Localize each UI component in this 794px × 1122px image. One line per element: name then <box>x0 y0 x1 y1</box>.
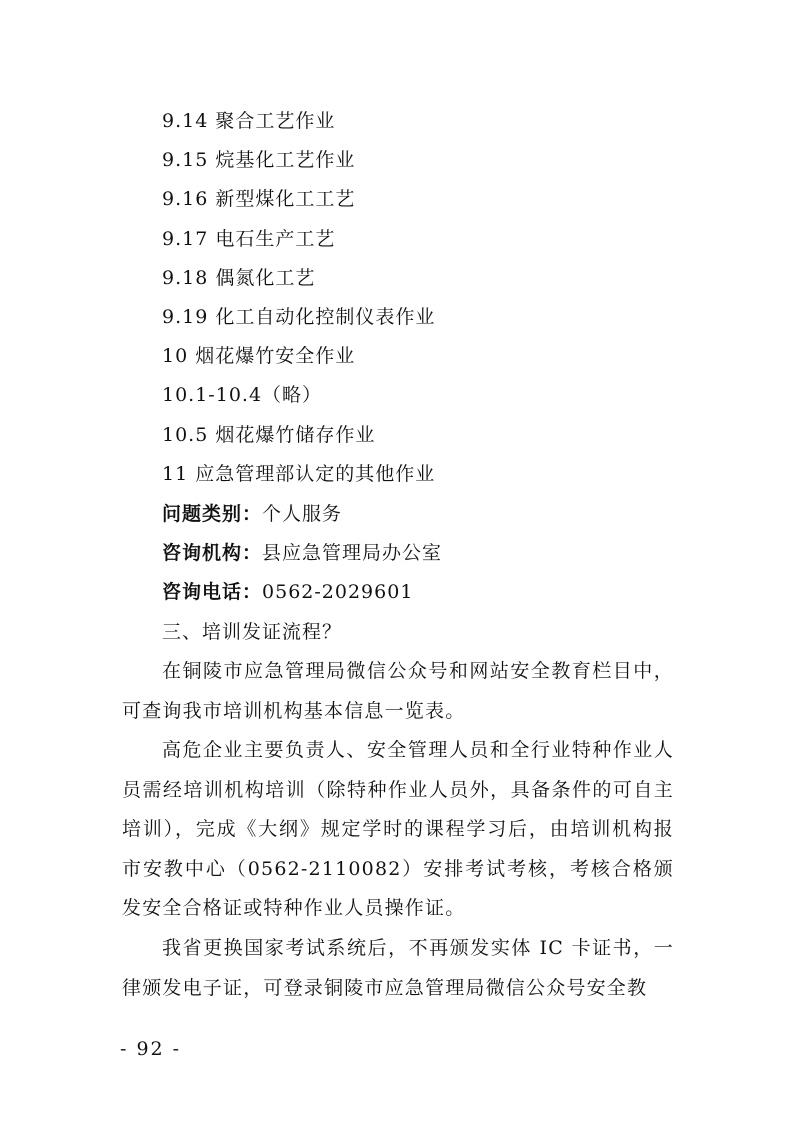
phone-value: 0562-2029601 <box>262 581 414 603</box>
list-item-9-15: 9.15 烷基化工艺作业 <box>162 149 356 171</box>
list-item-9-18: 9.18 偶氮化工艺 <box>162 267 316 289</box>
list-item-9-19: 9.19 化工自动化控制仪表作业 <box>162 306 436 328</box>
section-heading: 三、培训发证流程？ <box>162 621 343 643</box>
phone-label: 咨询电话： <box>162 581 263 603</box>
phone-row <box>162 579 413 605</box>
paragraph-2: 高危企业主要负责人、安全管理人员和全行业特种作业人员需经培训机构培训（除特种作业人员外，具备条件的可自主培训），完成《大纲》规定学时的课程学习后，由培训机构报市安教中心（0562-2110082）安排考试考核，考核合格颁发安全合格证或特种作业人员操作证。 <box>122 739 674 919</box>
list-item-9-16: 9.16 新型煤化工工艺 <box>162 188 356 210</box>
agency-label: 咨询机构： <box>162 542 263 564</box>
paragraph-3: 我省更换国家考试系统后，不再颁发实体 IC 卡证书，一律颁发电子证，可登录铜陵市应急管理局微信公众号安全教 <box>122 937 674 999</box>
list-item-9-17: 9.17 电石生产工艺 <box>162 228 336 250</box>
paragraph-1: 在铜陵市应急管理局微信公众号和网站安全教育栏目中，可查询我市培训机构基本信息一览表。 <box>122 660 674 722</box>
list-item-11: 11 应急管理部认定的其他作业 <box>162 463 436 485</box>
list-item-9-14: 9.14 聚合工艺作业 <box>162 110 336 132</box>
category-value: 个人服务 <box>262 503 343 525</box>
category-label: 问题类别： <box>162 503 263 525</box>
list-item-10: 10 烟花爆竹安全作业 <box>162 345 356 367</box>
category-row <box>162 501 342 527</box>
page-number: - 92 - <box>120 1038 182 1060</box>
list-item-10-5: 10.5 烟花爆竹储存作业 <box>162 424 376 446</box>
agency-row <box>162 540 442 566</box>
agency-value: 县应急管理局办公室 <box>262 542 443 564</box>
list-item-10-1-to-10-4: 10.1-10.4（略） <box>162 384 323 406</box>
